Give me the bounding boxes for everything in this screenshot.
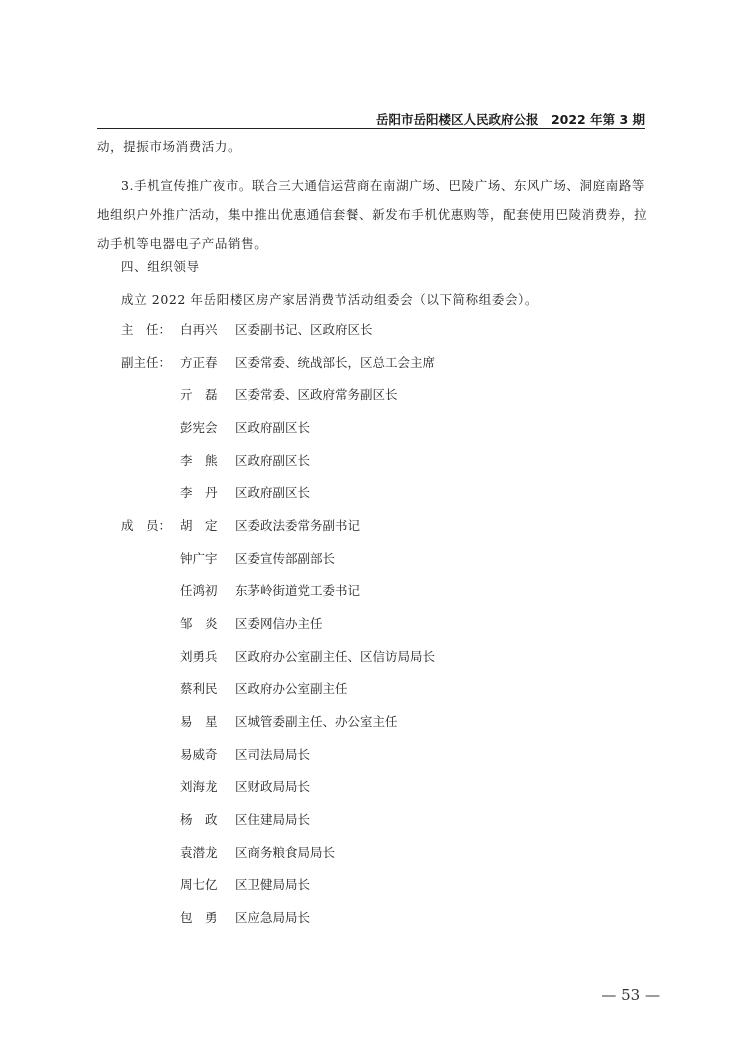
member-name: 包 勇 [180,910,218,925]
member-title: 区城管委副主任、办公室主任 [235,714,398,729]
member-name: 李 丹 [180,485,218,500]
member-name: 易威奇 [180,747,218,762]
member-title: 区委政法委常务副书记 [235,518,361,533]
member-name: 刘勇兵 [180,649,218,664]
paragraph-continuation: 动，提振市场消费活力。 [97,139,242,154]
member-name: 邹 炎 [180,616,218,631]
member-title: 区委网信办主任 [235,616,323,631]
member-name: 易 星 [180,714,218,729]
member-title: 区商务粮食局局长 [235,845,336,860]
member-name: 白再兴 [180,322,218,337]
page-header: 岳阳市岳阳楼区人民政府公报 2022 年第 3 期 [375,112,645,127]
member-name: 亓 磊 [180,387,218,402]
member-name: 周七亿 [180,877,218,892]
member-name: 袁潜龙 [180,845,218,860]
member-title: 区委宣传部副部长 [235,551,336,566]
member-title: 区司法局局长 [235,747,311,762]
member-title: 区住建局局长 [235,812,311,827]
page-number: — 53 — [601,986,660,1004]
member-title: 区委常委、区政府常务副区长 [235,387,398,402]
member-role: 成 员： [121,518,172,533]
member-name: 胡 定 [180,518,218,533]
member-name: 杨 政 [180,812,218,827]
member-role: 副主任： [121,355,172,370]
member-title: 区政府副区长 [235,485,311,500]
member-title: 区政府办公室副主任、区信访局局长 [235,649,436,664]
section-heading: 四、组织领导 [121,259,200,274]
paragraph-item-3: 3.手机宣传推广夜市。联合三大通信运营商在南湖广场、巴陵广场、东风广场、洞庭南路等地组织户外推广活动，集中推出优惠通信套餐、新发布手机优惠购等，配套使用巴陵消费券，拉动手机等电器电子产品销售。 [97,178,648,251]
member-name: 蔡利民 [180,681,218,696]
member-title: 区政府办公室副主任 [235,681,348,696]
member-name: 任鸿初 [180,583,218,598]
member-name: 刘海龙 [180,779,218,794]
paragraph-committee: 成立 2022 年岳阳楼区房产家居消费节活动组委会（以下简称组委会）。 [121,292,539,307]
member-title: 区委常委、统战部长，区总工会主席 [235,355,436,370]
member-title: 区政府副区长 [235,420,311,435]
member-title: 区委副书记、区政府区长 [235,322,373,337]
member-role: 主 任： [121,322,172,337]
member-title: 区财政局局长 [235,779,311,794]
member-title: 区政府副区长 [235,453,311,468]
member-title: 区卫健局局长 [235,877,311,892]
member-title: 区应急局局长 [235,910,311,925]
member-name: 李 熊 [180,453,218,468]
member-title: 东茅岭街道党工委书记 [235,583,361,598]
member-name: 方正春 [180,355,218,370]
member-name: 钟广宇 [180,551,218,566]
member-name: 彭宪会 [180,420,218,435]
